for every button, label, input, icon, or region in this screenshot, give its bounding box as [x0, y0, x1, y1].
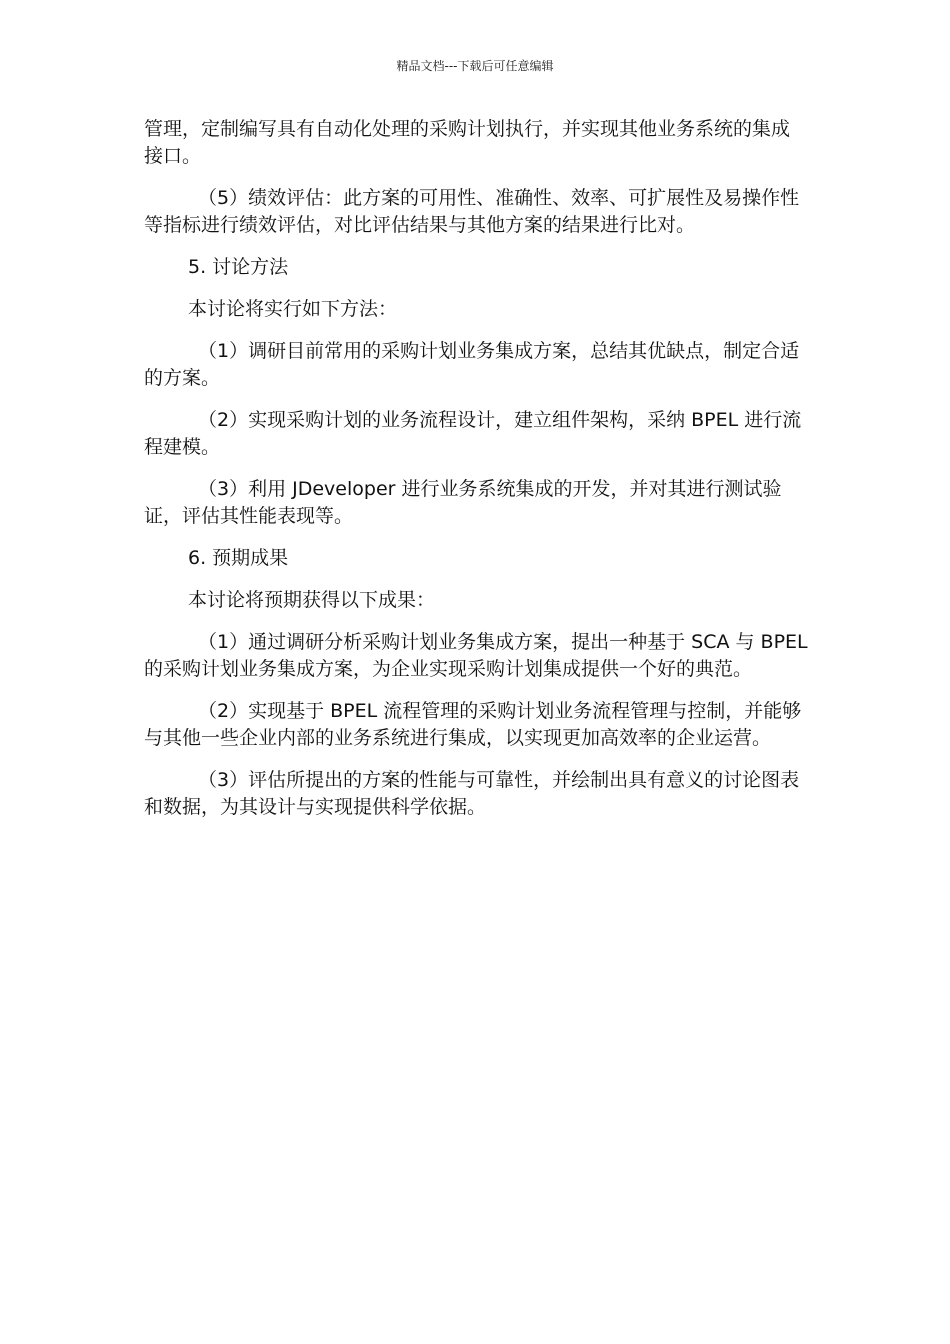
results-intro: 本讨论将预期获得以下成果：	[188, 589, 436, 611]
section-heading-results: 6. 预期成果	[188, 547, 289, 569]
result-item-3: （3）评估所提出的方案的性能与可靠性，并绘制出具有意义的讨论图表和数据，为其设计与实现提供科学依据。	[144, 769, 800, 818]
document-body	[144, 116, 808, 821]
method-item-3: （3）利用 JDeveloper 进行业务系统集成的开发，并对其进行测试验证，评估其性能表现等。	[144, 478, 782, 527]
paragraph-continuation: 管理，定制编写具有自动化处理的采购计划执行，并实现其他业务系统的集成接口。	[144, 118, 791, 167]
result-item-1: （1）通过调研分析采购计划业务集成方案，提出一种基于 SCA 与 BPEL 的采购计划业务集成方案，为企业实现采购计划集成提供一个好的典范。	[144, 631, 808, 680]
result-item-2: （2）实现基于 BPEL 流程管理的采购计划业务流程管理与控制，并能够与其他一些企业内部的业务系统进行集成，以实现更加高效率的企业运营。	[144, 700, 802, 749]
method-item-2: （2）实现采购计划的业务流程设计，建立组件架构，采纳 BPEL 进行流程建模。	[144, 409, 802, 458]
page-header: 精品文档---下载后可任意编辑	[396, 59, 554, 73]
section-heading-methods: 5. 讨论方法	[188, 256, 289, 278]
methods-intro: 本讨论将实行如下方法：	[188, 298, 398, 320]
paragraph-performance-evaluation: （5）绩效评估：此方案的可用性、准确性、效率、可扩展性及易操作性等指标进行绩效评估，对比评估结果与其他方案的结果进行比对。	[144, 187, 800, 236]
method-item-1: （1）调研目前常用的采购计划业务集成方案，总结其优缺点，制定合适的方案。	[144, 340, 800, 389]
